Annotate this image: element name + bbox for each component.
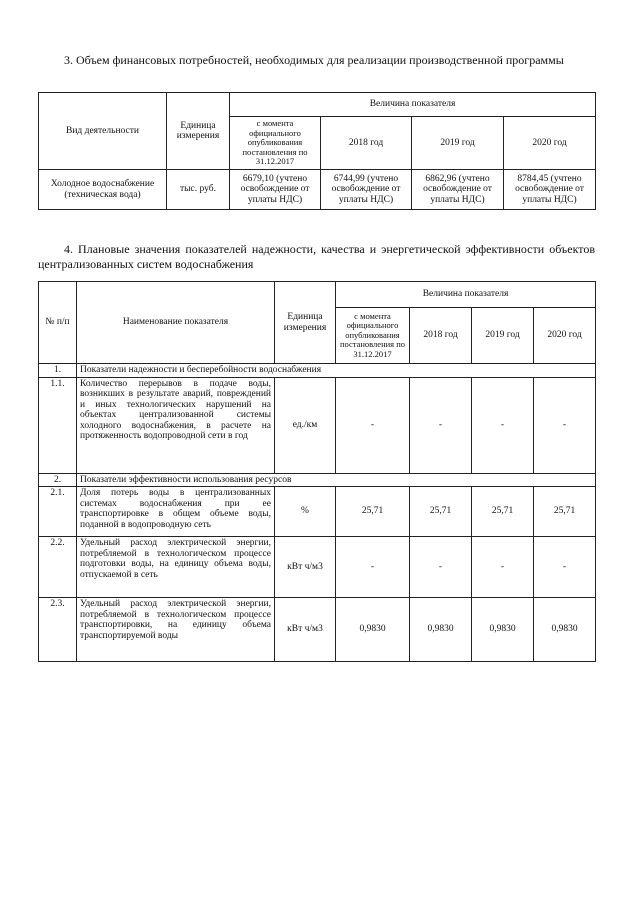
- table-row: [39, 473, 596, 487]
- cell-2020: -: [534, 537, 596, 598]
- header-value-group: Величина показателя: [336, 282, 596, 308]
- section-3-heading-text: 3. Объем финансовых потребностей, необходимых для реализации производственной программы: [64, 53, 564, 67]
- header-since: с момента официального опубликования постановления по 31.12.2017: [230, 117, 321, 170]
- table-row: [39, 487, 596, 537]
- cell-2018: -: [410, 377, 472, 473]
- cell-unit: тыс. руб.: [167, 170, 230, 210]
- cell-2020: 25,71: [534, 487, 596, 537]
- indicators-table: [38, 281, 596, 662]
- section-4-heading-text: 4. Плановые значения показателей надежности, качества и энергетической эффективности объектов централизованных систем водоснабжения: [38, 242, 595, 271]
- table-row: [39, 364, 596, 378]
- header-2018: 2018 год: [321, 117, 412, 170]
- cell-name: Удельный расход электрической энергии, потребляемой в технологическом процессе подготовки воды, на единицу объема воды, отпускаемой в сеть: [77, 537, 275, 598]
- cell-num: 1.1.: [39, 377, 77, 473]
- header-unit: Единица измерения: [167, 93, 230, 170]
- cell-2019: 25,71: [472, 487, 534, 537]
- group-row-title: Показатели эффективности использования ресурсов: [77, 473, 596, 487]
- header-unit: Единица измерения: [275, 282, 336, 364]
- cell-num: 2.1.: [39, 487, 77, 537]
- financial-needs-table: [38, 92, 596, 210]
- group-row-title: Показатели надежности и бесперебойности водоснабжения: [77, 364, 596, 378]
- cell-2018: 0,9830: [410, 598, 472, 662]
- cell-name: Удельный расход электрической энергии, потребляемой в технологическом процессе транспортировки, на единицу объема транспортируемой воды: [77, 598, 275, 662]
- cell-since: -: [336, 537, 410, 598]
- cell-2019: 0,9830: [472, 598, 534, 662]
- table-row: [39, 598, 596, 662]
- section-3-heading: [38, 53, 595, 68]
- table-row: [39, 537, 596, 598]
- cell-activity: Холодное водоснабжение (техническая вода): [39, 170, 167, 210]
- cell-2020: 0,9830: [534, 598, 596, 662]
- cell-since: 6679,10 (учтено освобождение от уплаты НДС): [230, 170, 321, 210]
- cell-num: 2.2.: [39, 537, 77, 598]
- cell-2018: 25,71: [410, 487, 472, 537]
- header-since: с момента официального опубликования постановления по 31.12.2017: [336, 308, 410, 364]
- cell-since: 0,9830: [336, 598, 410, 662]
- cell-num: 1.: [39, 364, 77, 378]
- section-4-heading: [38, 242, 595, 272]
- header-num: № п/п: [39, 282, 77, 364]
- cell-unit: кВт ч/м3: [275, 598, 336, 662]
- cell-num: 2.3.: [39, 598, 77, 662]
- cell-unit: кВт ч/м3: [275, 537, 336, 598]
- cell-2018: 6744,99 (учтено освобождение от уплаты НДС): [321, 170, 412, 210]
- header-activity: Вид деятельности: [39, 93, 167, 170]
- header-value-group: Величина показателя: [230, 93, 596, 117]
- header-2020: 2020 год: [534, 308, 596, 364]
- header-name: Наименование показателя: [77, 282, 275, 364]
- header-2019: 2019 год: [412, 117, 504, 170]
- cell-2018: -: [410, 537, 472, 598]
- cell-since: 25,71: [336, 487, 410, 537]
- cell-unit: %: [275, 487, 336, 537]
- cell-since: -: [336, 377, 410, 473]
- table-row: [39, 377, 596, 473]
- cell-2019: 6862,96 (учтено освобождение от уплаты НДС): [412, 170, 504, 210]
- header-2020: 2020 год: [504, 117, 596, 170]
- cell-2019: -: [472, 377, 534, 473]
- cell-num: 2.: [39, 473, 77, 487]
- table-row: [39, 170, 596, 210]
- header-2018: 2018 год: [410, 308, 472, 364]
- header-2019: 2019 год: [472, 308, 534, 364]
- cell-2020: 8784,45 (учтено освобождение от уплаты НДС): [504, 170, 596, 210]
- cell-name: Доля потерь воды в централизованных системах водоснабжения при ее транспортировке в общем объеме воды, поданной в водопроводную сеть: [77, 487, 275, 537]
- cell-2019: -: [472, 537, 534, 598]
- cell-unit: ед./км: [275, 377, 336, 473]
- cell-2020: -: [534, 377, 596, 473]
- cell-name: Количество перерывов в подаче воды, возникших в результате аварий, повреждений и иных технологических нарушений на объектах централизованной системы холодного водоснабжения, в расчете на протяженность водопроводной сети в год: [77, 377, 275, 473]
